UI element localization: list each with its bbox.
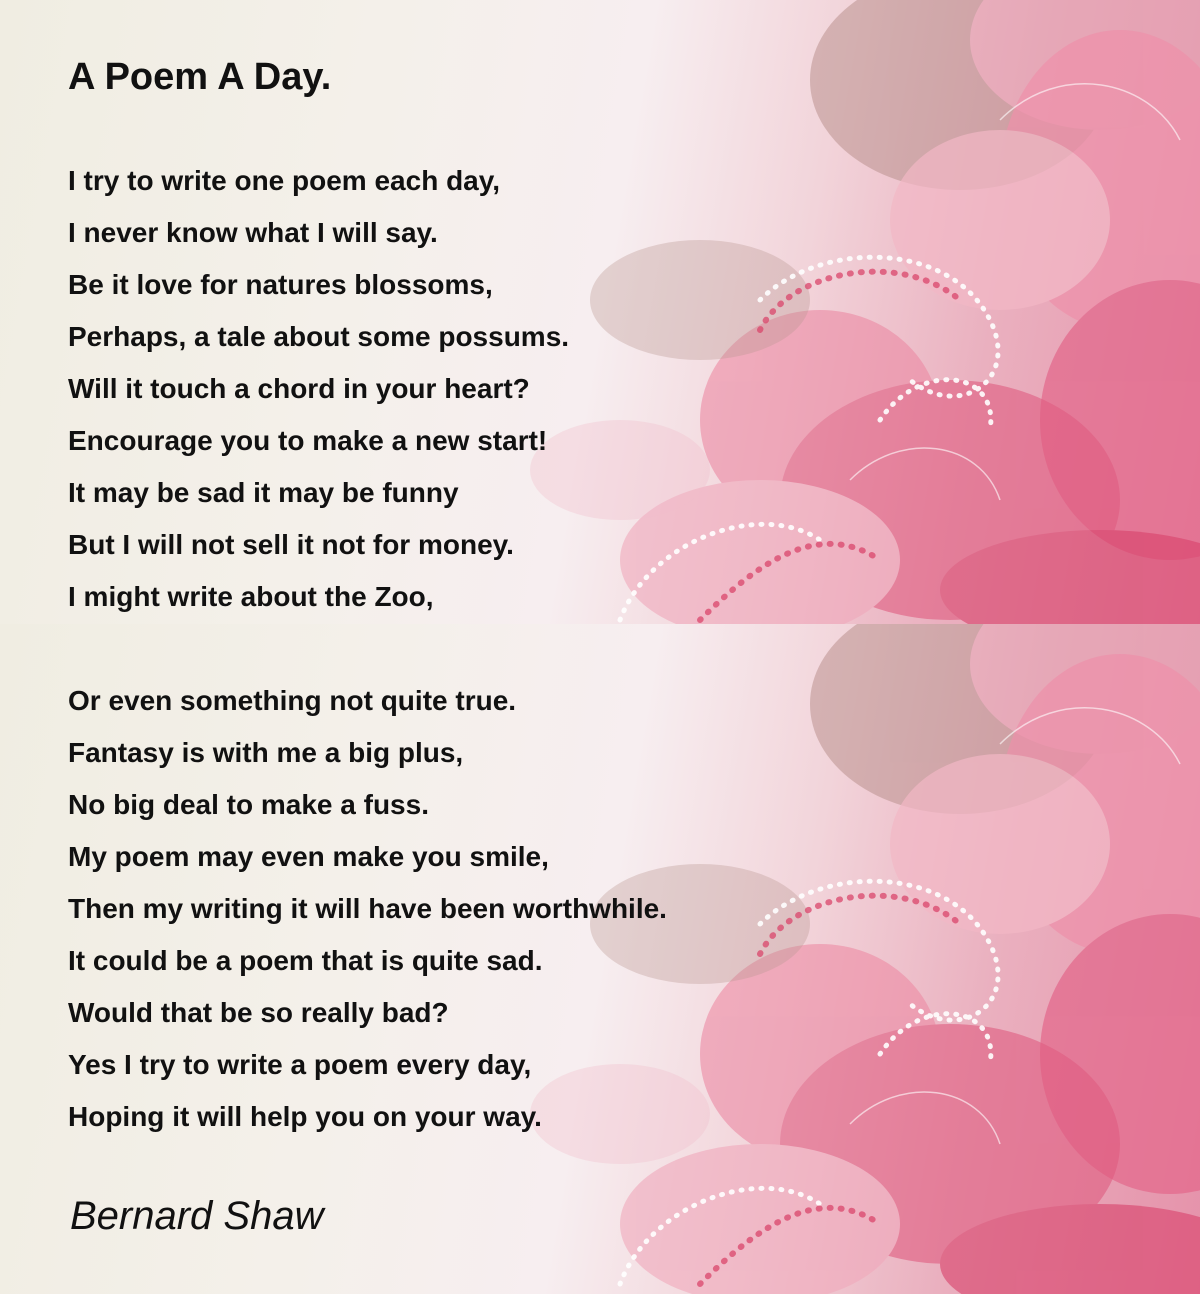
poem-line: Encourage you to make a new start! bbox=[68, 425, 548, 456]
poem-line: Or even something not quite true. bbox=[68, 685, 517, 716]
poem-line: Will it touch a chord in your heart? bbox=[68, 373, 530, 404]
poem-line: Would that be so really bad? bbox=[68, 997, 449, 1028]
poem-line: But I will not sell it not for money. bbox=[68, 529, 514, 560]
poem-line: My poem may even make you smile, bbox=[68, 841, 549, 872]
poem-line: No big deal to make a fuss. bbox=[68, 789, 429, 820]
stanza-2 bbox=[68, 675, 667, 1143]
poem-line: Perhaps, a tale about some possums. bbox=[68, 321, 570, 352]
poem-line: It may be sad it may be funny bbox=[68, 477, 459, 508]
poem-title: A Poem A Day. bbox=[68, 56, 332, 98]
poem-line: I might write about the Zoo, bbox=[68, 581, 434, 612]
poem-line: I never know what I will say. bbox=[68, 217, 438, 248]
poem-line: Be it love for natures blossoms, bbox=[68, 269, 493, 300]
poem-line: Then my writing it will have been worthwhile. bbox=[68, 893, 667, 924]
poem-author: Bernard Shaw bbox=[70, 1194, 324, 1238]
poem-line: Hoping it will help you on your way. bbox=[68, 1101, 542, 1132]
poem-line: It could be a poem that is quite sad. bbox=[68, 945, 543, 976]
poem-line: Yes I try to write a poem every day, bbox=[68, 1049, 532, 1080]
poem-line: I try to write one poem each day, bbox=[68, 165, 501, 196]
poem-line: Fantasy is with me a big plus, bbox=[68, 737, 464, 768]
stanza-1 bbox=[68, 155, 569, 623]
